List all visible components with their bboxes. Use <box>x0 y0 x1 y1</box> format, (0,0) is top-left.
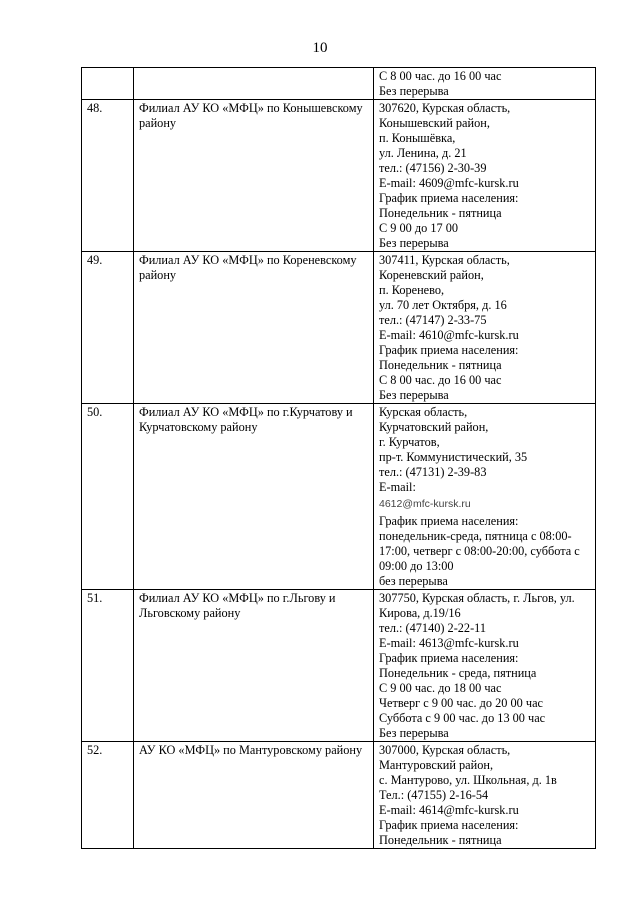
contact-line: С 9 00 час. до 18 00 час <box>379 681 502 695</box>
contact-line: тел.: (47156) 2-30-39 <box>379 161 487 175</box>
contact-line: п. Конышёвка, <box>379 131 456 145</box>
branch-contacts <box>374 252 596 404</box>
contact-line: Курчатовский район, <box>379 420 489 434</box>
contact-line: Понедельник - пятница <box>379 358 502 372</box>
schedule-text: понедельник-среда, пятница с 08:00-17:00, четверг с 08:00-20:00, суббота с 09:00 до 13:00 <box>379 529 580 573</box>
contact-line: без перерыва <box>379 574 448 588</box>
branch-name: Филиал АУ КО «МФЦ» по г.Курчатову и Курчатовскому району <box>134 404 374 590</box>
contact-line: Без перерыва <box>379 388 449 402</box>
row-number: 50. <box>82 404 134 590</box>
row-number <box>82 68 134 100</box>
contact-line: Кореневский район, <box>379 268 484 282</box>
contact-line: E-mail: 4609@mfc-kursk.ru <box>379 176 519 190</box>
contact-line: E-mail: 4613@mfc-kursk.ru <box>379 636 519 650</box>
contact-line: Понедельник - пятница <box>379 206 502 220</box>
contact-line: График приема населения: <box>379 514 519 528</box>
branch-name <box>134 68 374 100</box>
contact-line: тел.: (47131) 2-39-83 <box>379 465 487 479</box>
contact-line: 307000, Курская область, <box>379 743 511 757</box>
row-number: 49. <box>82 252 134 404</box>
contact-line: Тел.: (47155) 2-16-54 <box>379 788 489 802</box>
contact-line: с. Мантурово, ул. Школьная, д. 1в <box>379 773 557 787</box>
contact-line: ул. 70 лет Октября, д. 16 <box>379 298 507 312</box>
contact-line: Конышевский район, <box>379 116 490 130</box>
row-number: 51. <box>82 590 134 742</box>
contact-line: График приема населения: <box>379 651 519 665</box>
table-row <box>82 100 596 252</box>
row-number: 48. <box>82 100 134 252</box>
contact-line: Понедельник - среда, пятница <box>379 666 537 680</box>
branch-name: Филиал АУ КО «МФЦ» по Кореневскому району <box>134 252 374 404</box>
contact-line: Мантуровский район, <box>379 758 494 772</box>
contact-line: тел.: (47147) 2-33-75 <box>379 313 487 327</box>
table-row <box>82 742 596 849</box>
branch-name: Филиал АУ КО «МФЦ» по Конышевскому району <box>134 100 374 252</box>
row-number: 52. <box>82 742 134 849</box>
contact-line: Без перерыва <box>379 236 449 250</box>
contact-line: Без перерыва <box>379 84 449 98</box>
contact-line: E-mail: 4610@mfc-kursk.ru <box>379 328 519 342</box>
contact-line: График приема населения: <box>379 343 519 357</box>
contact-line: п. Коренево, <box>379 283 445 297</box>
contact-line: Суббота с 9 00 час. до 13 00 час <box>379 711 546 725</box>
contact-line: E-mail: <box>379 480 416 494</box>
contact-line: С 8 00 час. до 16 00 час <box>379 69 502 83</box>
branch-contacts <box>374 68 596 100</box>
email-address: 4612@mfc-kursk.ru <box>379 498 471 510</box>
branch-contacts <box>374 100 596 252</box>
table-row <box>82 252 596 404</box>
contact-line: Понедельник - пятница <box>379 833 502 847</box>
contact-line: 307411, Курская область, <box>379 253 510 267</box>
branch-contacts <box>374 742 596 849</box>
branch-name: Филиал АУ КО «МФЦ» по г.Льгову и Льговскому району <box>134 590 374 742</box>
contact-line: пр-т. Коммунистический, 35 <box>379 450 528 464</box>
contact-line: График приема населения: <box>379 191 519 205</box>
contact-line: ул. Ленина, д. 21 <box>379 146 467 160</box>
contact-line: Курская область, <box>379 405 468 419</box>
contact-line: 307620, Курская область, <box>379 101 511 115</box>
table-row <box>82 590 596 742</box>
mfc-branches-table <box>81 67 596 849</box>
contact-line: Четверг с 9 00 час. до 20 00 час <box>379 696 543 710</box>
contact-line: С 9 00 до 17 00 <box>379 221 459 235</box>
contact-line: г. Курчатов, <box>379 435 440 449</box>
branch-name: АУ КО «МФЦ» по Мантуровскому району <box>134 742 374 849</box>
contact-line: С 8 00 час. до 16 00 час <box>379 373 502 387</box>
contact-line: тел.: (47140) 2-22-11 <box>379 621 487 635</box>
table-row <box>82 68 596 100</box>
contact-line: E-mail: 4614@mfc-kursk.ru <box>379 803 519 817</box>
contact-line: Кирова, д.19/16 <box>379 606 461 620</box>
contact-line: 307750, Курская область, г. Льгов, ул. <box>379 591 575 605</box>
table-row <box>82 404 596 590</box>
branch-contacts <box>374 590 596 742</box>
contact-line: Без перерыва <box>379 726 449 740</box>
contact-line: График приема населения: <box>379 818 519 832</box>
page-number: 10 <box>312 40 328 56</box>
branch-contacts <box>374 404 596 590</box>
